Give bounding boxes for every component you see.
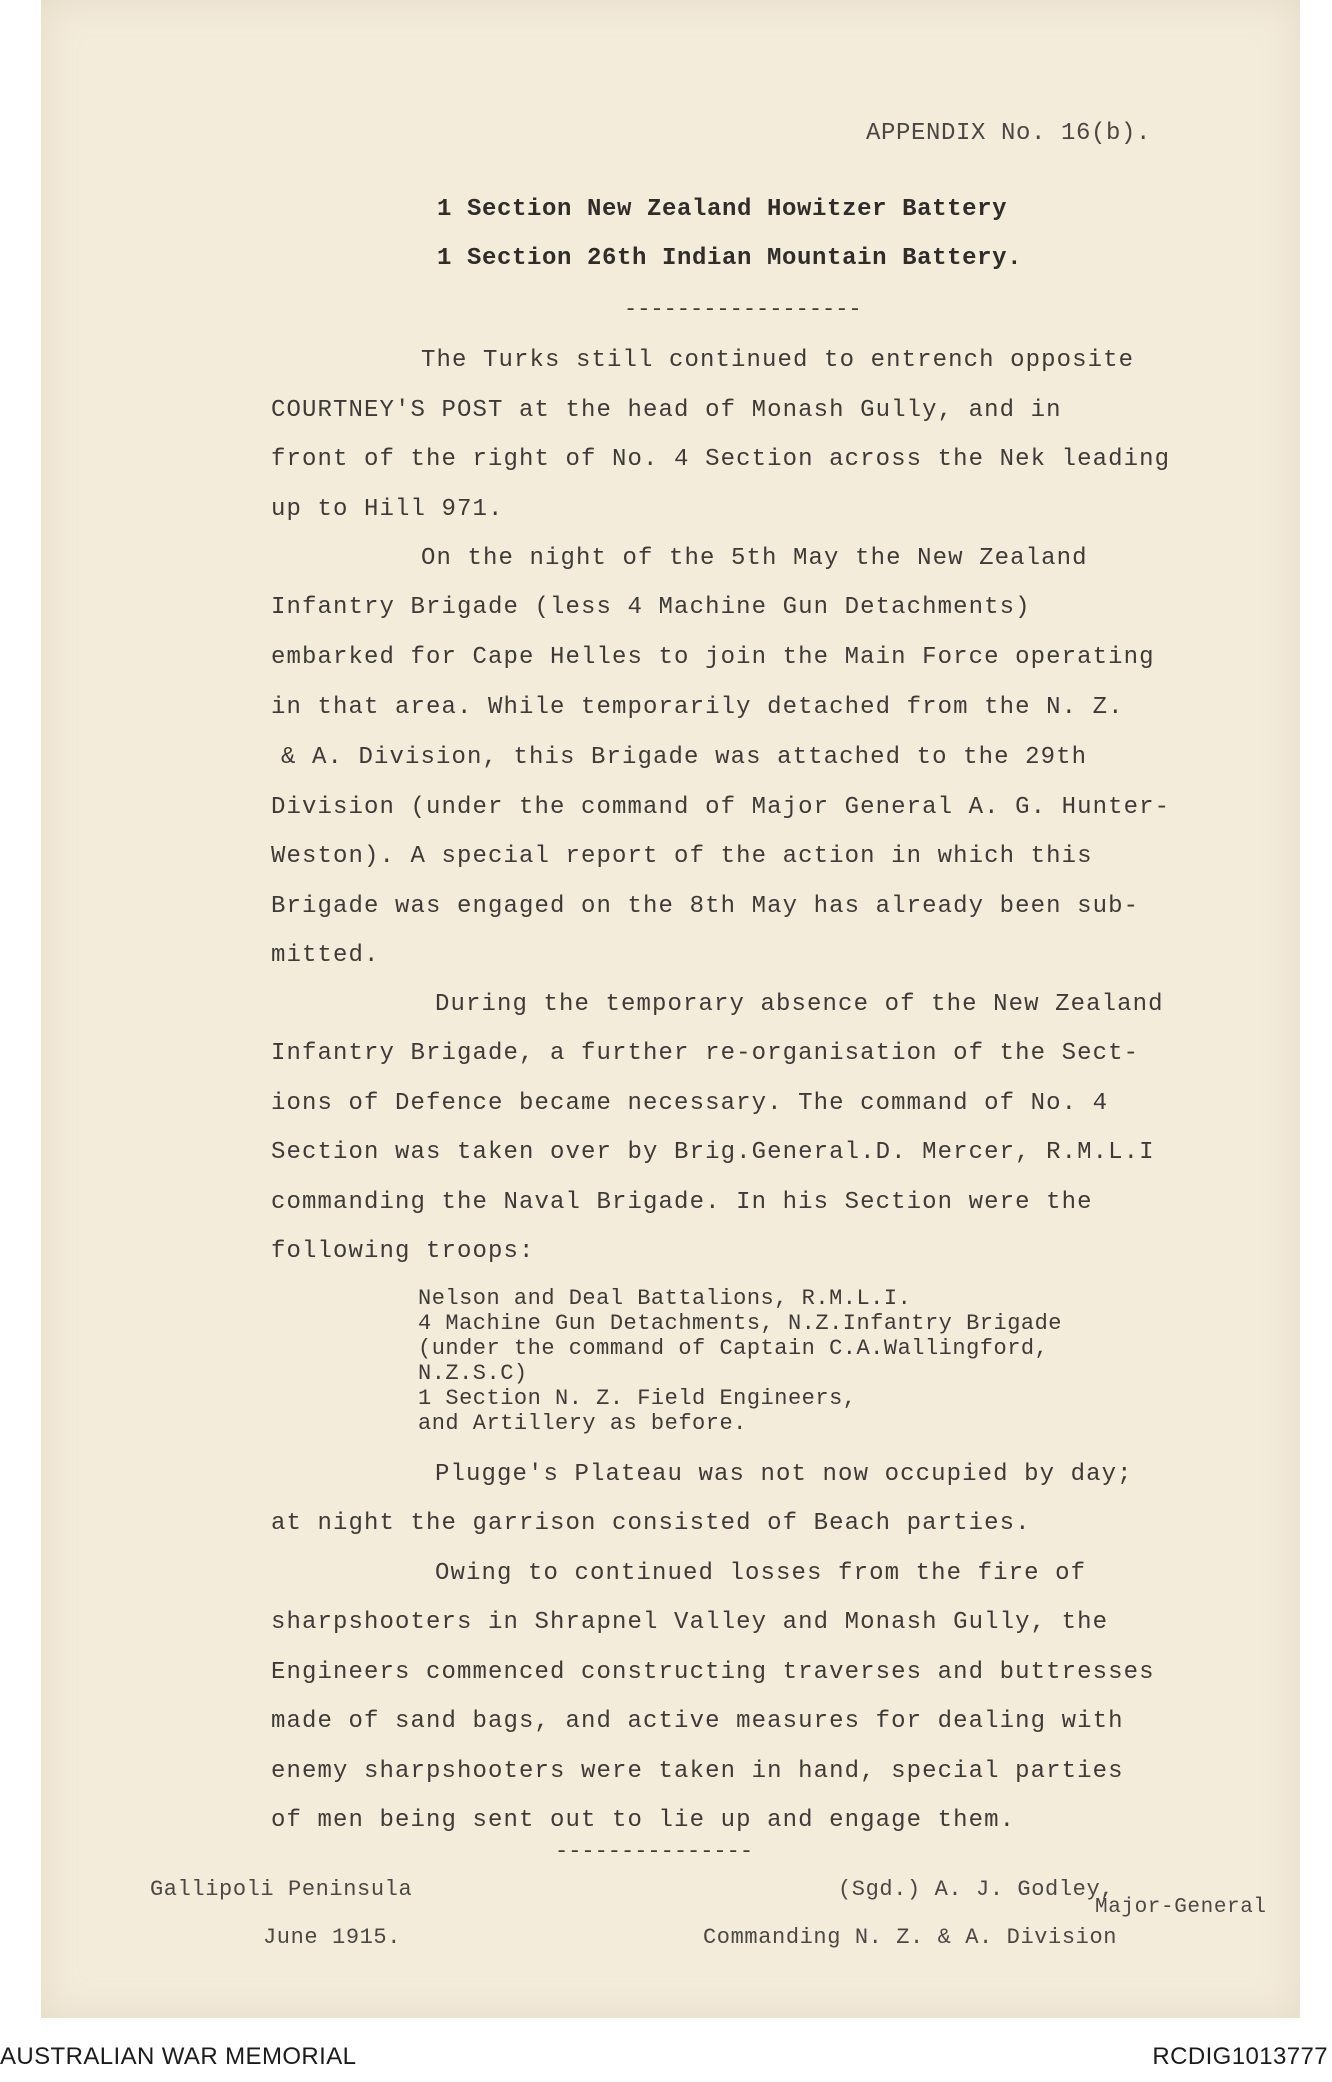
body-line: ions of Defence became necessary. The command of No. 4: [271, 1090, 1109, 1117]
end-separator: ---------------: [555, 1839, 754, 1864]
body-line: up to Hill 971.: [271, 496, 504, 523]
troops-item: 4 Machine Gun Detachments, N.Z.Infantry Brigade: [418, 1311, 1063, 1336]
body-line: COURTNEY'S POST at the head of Monash Gully, and in: [271, 397, 1062, 424]
body-line: Engineers commenced constructing traverses and buttresses: [271, 1659, 1155, 1686]
body-line: at night the garrison consisted of Beach parties.: [271, 1510, 1031, 1537]
signatory-command: Commanding N. Z. & A. Division: [703, 1925, 1118, 1950]
body-line: Brigade was engaged on the 8th May has already been sub-: [271, 893, 1140, 920]
body-line: enemy sharpshooters were taken in hand, special parties: [271, 1758, 1124, 1785]
body-line: front of the right of No. 4 Section across the Nek leading: [271, 446, 1171, 473]
body-line: & A. Division, this Brigade was attached to the 29th: [281, 744, 1088, 771]
header-line-1: 1 Section New Zealand Howitzer Battery: [437, 196, 1008, 223]
signatory-rank: Major-General: [1095, 1896, 1267, 1919]
place-of-issue: Gallipoli Peninsula: [150, 1877, 413, 1902]
body-line: sharpshooters in Shrapnel Valley and Monash Gully, the: [271, 1609, 1109, 1636]
body-line: On the night of the 5th May the New Zealand: [421, 545, 1088, 572]
troops-item: and Artillery as before.: [418, 1411, 747, 1436]
body-line: of men being sent out to lie up and engage them.: [271, 1807, 1016, 1834]
body-line: following troops:: [271, 1238, 535, 1265]
appendix-label: APPENDIX No. 16(b).: [866, 120, 1152, 147]
body-line: embarked for Cape Helles to join the Main Force operating: [271, 644, 1155, 671]
body-line: Weston). A special report of the action in which this: [271, 843, 1093, 870]
body-line: During the temporary absence of the New Zealand: [435, 991, 1164, 1018]
body-line: Section was taken over by Brig.General.D. Mercer, R.M.L.I: [271, 1139, 1155, 1166]
separator-line: ------------------: [624, 297, 862, 322]
body-line: commanding the Naval Brigade. In his Section were the: [271, 1189, 1093, 1216]
troops-item: N.Z.S.C): [418, 1361, 528, 1386]
body-line: mitted.: [271, 942, 380, 969]
body-line: made of sand bags, and active measures for dealing with: [271, 1708, 1124, 1735]
troops-item: 1 Section N. Z. Field Engineers,: [418, 1386, 857, 1411]
header-line-2: 1 Section 26th Indian Mountain Battery.: [437, 245, 1023, 272]
body-line: Plugge's Plateau was not now occupied by day;: [435, 1461, 1133, 1488]
body-line: Infantry Brigade (less 4 Machine Gun Detachments): [271, 594, 1031, 621]
body-line: Owing to continued losses from the fire of: [435, 1560, 1087, 1587]
troops-item: (under the command of Captain C.A.Wallingford,: [418, 1336, 1049, 1361]
body-line: Infantry Brigade, a further re-organisation of the Sect-: [271, 1040, 1140, 1067]
troops-item: Nelson and Deal Battalions, R.M.L.I.: [418, 1286, 912, 1311]
footer-left: AUSTRALIAN WAR MEMORIAL: [0, 2043, 357, 2070]
date-of-issue: June 1915.: [263, 1925, 402, 1950]
body-line: The Turks still continued to entrench opposite: [421, 347, 1135, 374]
body-line: Division (under the command of Major General A. G. Hunter-: [271, 794, 1171, 821]
footer-right: RCDIG1013777: [1152, 2043, 1328, 2070]
body-line: in that area. While temporarily detached from the N. Z.: [271, 694, 1124, 721]
signature: (Sgd.) A. J. Godley,: [838, 1877, 1115, 1902]
